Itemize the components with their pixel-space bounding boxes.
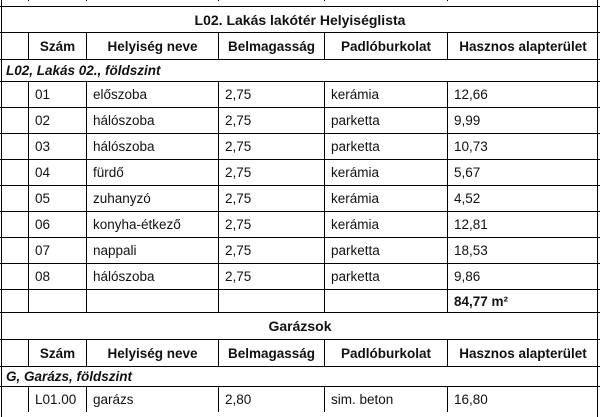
- room-name: garázs: [86, 387, 218, 412]
- ceiling-height: 2,80: [218, 387, 324, 412]
- ceiling-height: 2,75: [218, 238, 324, 263]
- floor-area: 5,67: [447, 160, 598, 185]
- table-row: [0, 211, 600, 237]
- room-number: 04: [28, 160, 86, 185]
- column-header-number: Szám: [28, 33, 86, 59]
- room-name: hálószoba: [86, 108, 218, 133]
- table-row: [0, 81, 600, 107]
- room-number: 03: [28, 134, 86, 159]
- flooring: kerámia: [324, 160, 447, 185]
- room-name: konyha-étkező: [86, 212, 218, 237]
- column-header-flooring: Padlóburkolat: [324, 340, 447, 366]
- section-title: L02. Lakás lakótér Helyiséglista: [0, 6, 600, 32]
- floor-label: L02, Lakás 02., földszint: [0, 59, 600, 81]
- table-border-left: [1, 0, 2, 417]
- flooring: kerámia: [324, 212, 447, 237]
- floor-area: 9,99: [447, 108, 598, 133]
- room-number: 08: [28, 264, 86, 289]
- floor-area: 12,81: [447, 212, 598, 237]
- room-name: hálószoba: [86, 134, 218, 159]
- section-title: Garázsok: [0, 312, 600, 339]
- table-row: [0, 133, 600, 159]
- ceiling-height: 2,75: [218, 160, 324, 185]
- floor-area: 16,80: [447, 387, 598, 412]
- room-number: 06: [28, 212, 86, 237]
- ceiling-height: 2,75: [218, 134, 324, 159]
- room-name: fürdő: [86, 160, 218, 185]
- table-row: [0, 237, 600, 263]
- table-header: [0, 339, 600, 366]
- floor-area: 10,73: [447, 134, 598, 159]
- room-number: L01.00: [28, 387, 86, 412]
- flooring: sim. beton: [324, 387, 447, 412]
- column-header-room-name: Helyiség neve: [86, 340, 218, 366]
- table-row: [0, 107, 600, 133]
- column-header-room-name: Helyiség neve: [86, 33, 218, 59]
- room-name: zuhanyzó: [86, 186, 218, 211]
- ceiling-height: 2,75: [218, 82, 324, 107]
- ceiling-height: 2,75: [218, 264, 324, 289]
- column-header-number: Szám: [28, 340, 86, 366]
- ceiling-height: 2,75: [218, 108, 324, 133]
- room-name: előszoba: [86, 82, 218, 107]
- ceiling-height: 2,75: [218, 212, 324, 237]
- room-number: 01: [28, 82, 86, 107]
- flooring: parketta: [324, 134, 447, 159]
- table-row: [0, 159, 600, 185]
- column-header-floor-area: Hasznos alapterület: [447, 340, 598, 366]
- floor-label: G, Garázs, földszint: [0, 366, 600, 386]
- room-number: 02: [28, 108, 86, 133]
- column-header-floor-area: Hasznos alapterület: [447, 33, 598, 59]
- flooring: parketta: [324, 238, 447, 263]
- table-header: [0, 32, 600, 59]
- floor-area: 18,53: [447, 238, 598, 263]
- table-row-partial: [0, 0, 600, 1]
- table-row: [0, 185, 600, 211]
- total-row: [0, 289, 600, 312]
- room-name: nappali: [86, 238, 218, 263]
- table-row: [0, 386, 600, 412]
- room-number: 07: [28, 238, 86, 263]
- floor-area: 12,66: [447, 82, 598, 107]
- room-number: 05: [28, 186, 86, 211]
- column-header-ceiling-height: Belmagasság: [218, 33, 324, 59]
- room-name: hálószoba: [86, 264, 218, 289]
- flooring: kerámia: [324, 82, 447, 107]
- ceiling-height: 2,75: [218, 186, 324, 211]
- flooring: parketta: [324, 264, 447, 289]
- floor-area: 4,52: [447, 186, 598, 211]
- total-area: 84,77 m²: [447, 290, 598, 312]
- flooring: kerámia: [324, 186, 447, 211]
- flooring: parketta: [324, 108, 447, 133]
- table-row: [0, 263, 600, 289]
- column-header-ceiling-height: Belmagasság: [218, 340, 324, 366]
- column-header-flooring: Padlóburkolat: [324, 33, 447, 59]
- floor-area: 9,86: [447, 264, 598, 289]
- table-border-right: [597, 0, 598, 417]
